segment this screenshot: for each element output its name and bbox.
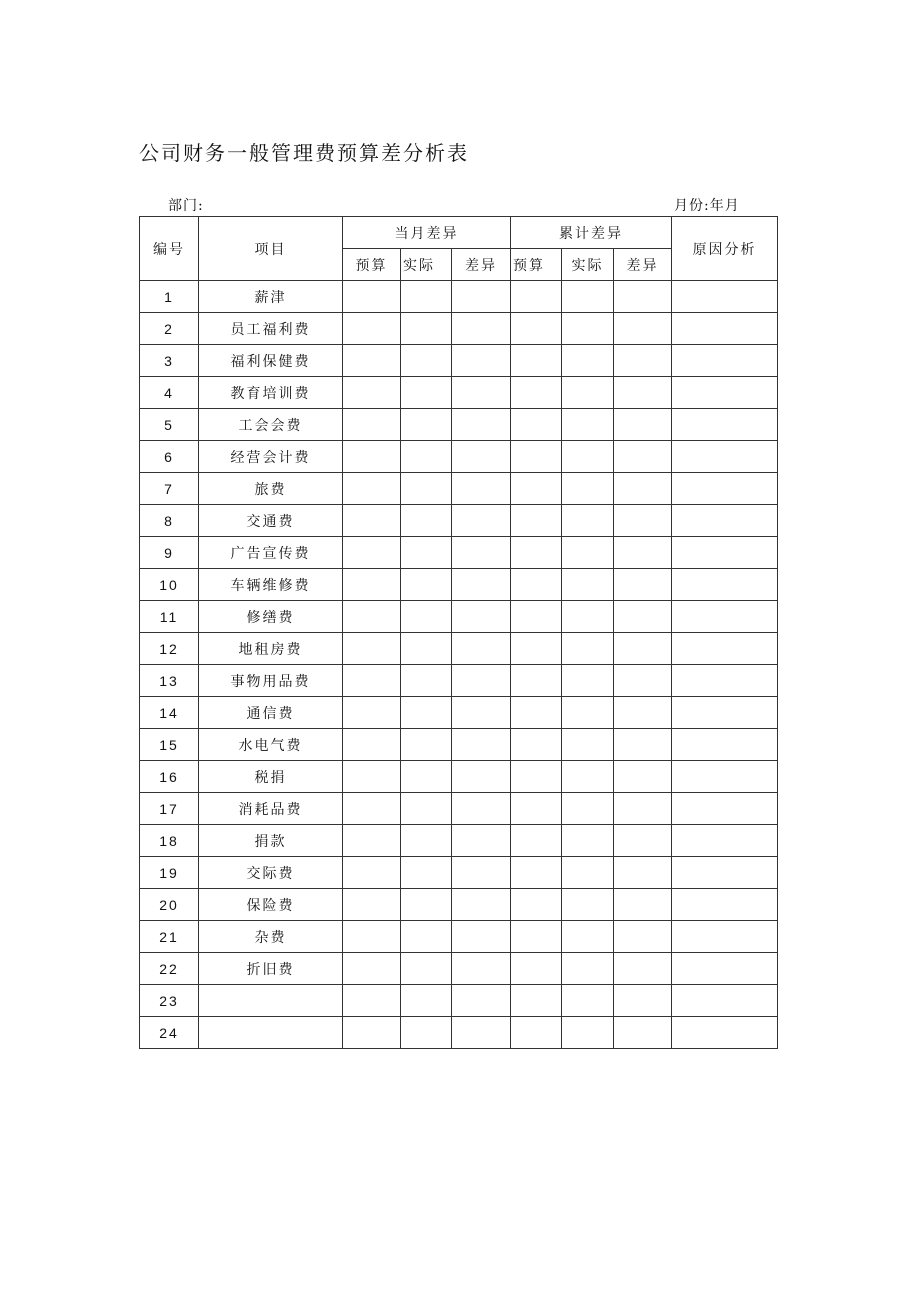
month-difference-cell[interactable] xyxy=(452,985,511,1017)
row-item-name: 交通费 xyxy=(199,505,343,537)
table-row xyxy=(140,985,778,1017)
row-number: 22 xyxy=(140,953,199,985)
table-row xyxy=(140,857,778,889)
table-row xyxy=(140,825,778,857)
cum-budget-cell[interactable] xyxy=(511,921,562,953)
cum-actual-cell[interactable] xyxy=(562,761,614,793)
month-difference-cell[interactable] xyxy=(452,601,511,633)
cum-actual-cell[interactable] xyxy=(562,825,614,857)
month-budget-cell[interactable] xyxy=(343,761,401,793)
reason-cell[interactable] xyxy=(672,281,778,313)
cum-difference-cell[interactable] xyxy=(614,825,672,857)
cum-budget-cell[interactable] xyxy=(511,505,562,537)
reason-cell[interactable] xyxy=(672,761,778,793)
cum-actual-cell[interactable] xyxy=(562,665,614,697)
cum-actual-cell[interactable] xyxy=(562,409,614,441)
row-item-name: 捐款 xyxy=(199,825,343,857)
table-row xyxy=(140,505,778,537)
cum-difference-cell[interactable] xyxy=(614,921,672,953)
month-difference-cell[interactable] xyxy=(452,505,511,537)
cum-actual-cell[interactable] xyxy=(562,281,614,313)
cum-difference-cell[interactable] xyxy=(614,409,672,441)
reason-cell[interactable] xyxy=(672,889,778,921)
row-number: 16 xyxy=(140,761,199,793)
month-difference-cell[interactable] xyxy=(452,953,511,985)
month-budget-cell[interactable] xyxy=(343,601,401,633)
month-actual-cell[interactable] xyxy=(401,1017,452,1049)
row-number: 11 xyxy=(140,601,199,633)
month-difference-cell[interactable] xyxy=(452,729,511,761)
reason-cell[interactable] xyxy=(672,665,778,697)
month-budget-cell[interactable] xyxy=(343,281,401,313)
cum-budget-cell[interactable] xyxy=(511,313,562,345)
row-item-name: 通信费 xyxy=(199,697,343,729)
row-item-name: 地租房费 xyxy=(199,633,343,665)
row-item-name xyxy=(199,985,343,1017)
month-budget-cell[interactable] xyxy=(343,569,401,601)
cum-budget-cell[interactable] xyxy=(511,537,562,569)
cum-actual-cell[interactable] xyxy=(562,441,614,473)
cum-budget-cell[interactable] xyxy=(511,665,562,697)
month-actual-cell[interactable] xyxy=(401,569,452,601)
month-actual-cell[interactable] xyxy=(401,793,452,825)
month-actual-cell[interactable] xyxy=(401,633,452,665)
cum-difference-cell[interactable] xyxy=(614,313,672,345)
reason-cell[interactable] xyxy=(672,793,778,825)
month-difference-cell[interactable] xyxy=(452,697,511,729)
month-budget-cell[interactable] xyxy=(343,889,401,921)
month-difference-cell[interactable] xyxy=(452,889,511,921)
cum-difference-cell[interactable] xyxy=(614,505,672,537)
table-row xyxy=(140,921,778,953)
row-item-name: 薪津 xyxy=(199,281,343,313)
reason-cell[interactable] xyxy=(672,633,778,665)
cum-budget-cell[interactable] xyxy=(511,473,562,505)
month-actual-cell[interactable] xyxy=(401,441,452,473)
month-difference-cell[interactable] xyxy=(452,377,511,409)
month-actual-cell[interactable] xyxy=(401,761,452,793)
reason-cell[interactable] xyxy=(672,601,778,633)
month-difference-cell[interactable] xyxy=(452,281,511,313)
reason-cell[interactable] xyxy=(672,377,778,409)
month-difference-cell[interactable] xyxy=(452,761,511,793)
cum-actual-cell[interactable] xyxy=(562,505,614,537)
row-number: 7 xyxy=(140,473,199,505)
month-budget-cell[interactable] xyxy=(343,953,401,985)
cum-actual-cell[interactable] xyxy=(562,537,614,569)
month-budget-cell[interactable] xyxy=(343,1017,401,1049)
header-cumulative-diff: 累计差异 xyxy=(511,217,672,249)
cum-budget-cell[interactable] xyxy=(511,281,562,313)
month-difference-cell[interactable] xyxy=(452,1017,511,1049)
month-actual-cell[interactable] xyxy=(401,921,452,953)
cum-budget-cell[interactable] xyxy=(511,793,562,825)
reason-cell[interactable] xyxy=(672,921,778,953)
row-item-name: 车辆维修费 xyxy=(199,569,343,601)
cum-actual-cell[interactable] xyxy=(562,953,614,985)
month-actual-cell[interactable] xyxy=(401,601,452,633)
row-number: 18 xyxy=(140,825,199,857)
month-actual-cell[interactable] xyxy=(401,377,452,409)
row-number: 8 xyxy=(140,505,199,537)
cum-budget-cell[interactable] xyxy=(511,697,562,729)
table-row xyxy=(140,441,778,473)
month-budget-cell[interactable] xyxy=(343,345,401,377)
cum-budget-cell[interactable] xyxy=(511,377,562,409)
table-row xyxy=(140,761,778,793)
row-item-name: 福利保健费 xyxy=(199,345,343,377)
row-number: 5 xyxy=(140,409,199,441)
cum-budget-cell[interactable] xyxy=(511,409,562,441)
row-item-name: 税捐 xyxy=(199,761,343,793)
reason-cell[interactable] xyxy=(672,505,778,537)
row-item-name: 修缮费 xyxy=(199,601,343,633)
cum-difference-cell[interactable] xyxy=(614,889,672,921)
cum-actual-cell[interactable] xyxy=(562,985,614,1017)
row-number: 9 xyxy=(140,537,199,569)
cum-difference-cell[interactable] xyxy=(614,1017,672,1049)
row-number: 24 xyxy=(140,1017,199,1049)
row-number: 6 xyxy=(140,441,199,473)
reason-cell[interactable] xyxy=(672,953,778,985)
month-budget-cell[interactable] xyxy=(343,313,401,345)
cum-actual-cell[interactable] xyxy=(562,313,614,345)
cum-budget-cell[interactable] xyxy=(511,825,562,857)
row-number: 2 xyxy=(140,313,199,345)
month-actual-cell[interactable] xyxy=(401,729,452,761)
header-cum-difference: 差异 xyxy=(614,249,672,281)
cum-actual-cell[interactable] xyxy=(562,889,614,921)
table-row xyxy=(140,377,778,409)
cum-difference-cell[interactable] xyxy=(614,441,672,473)
header-month-difference: 差异 xyxy=(452,249,511,281)
cum-actual-cell[interactable] xyxy=(562,697,614,729)
cum-budget-cell[interactable] xyxy=(511,889,562,921)
reason-cell[interactable] xyxy=(672,697,778,729)
month-actual-cell[interactable] xyxy=(401,665,452,697)
month-actual-cell[interactable] xyxy=(401,953,452,985)
table-row xyxy=(140,409,778,441)
cum-difference-cell[interactable] xyxy=(614,985,672,1017)
row-number: 10 xyxy=(140,569,199,601)
row-number: 1 xyxy=(140,281,199,313)
table-row xyxy=(140,665,778,697)
cum-difference-cell[interactable] xyxy=(614,281,672,313)
reason-cell[interactable] xyxy=(672,345,778,377)
month-budget-cell[interactable] xyxy=(343,697,401,729)
header-item: 项目 xyxy=(199,217,343,281)
cum-difference-cell[interactable] xyxy=(614,345,672,377)
month-budget-cell[interactable] xyxy=(343,857,401,889)
month-budget-cell[interactable] xyxy=(343,409,401,441)
row-number: 21 xyxy=(140,921,199,953)
header-month-budget: 预算 xyxy=(343,249,401,281)
row-item-name xyxy=(199,1017,343,1049)
month-difference-cell[interactable] xyxy=(452,633,511,665)
table-row xyxy=(140,1017,778,1049)
cum-difference-cell[interactable] xyxy=(614,473,672,505)
reason-cell[interactable] xyxy=(672,473,778,505)
month-difference-cell[interactable] xyxy=(452,537,511,569)
row-number: 13 xyxy=(140,665,199,697)
reason-cell[interactable] xyxy=(672,729,778,761)
month-actual-cell[interactable] xyxy=(401,825,452,857)
cum-difference-cell[interactable] xyxy=(614,729,672,761)
cum-budget-cell[interactable] xyxy=(511,761,562,793)
cum-actual-cell[interactable] xyxy=(562,1017,614,1049)
table-row xyxy=(140,793,778,825)
row-number: 19 xyxy=(140,857,199,889)
month-budget-cell[interactable] xyxy=(343,665,401,697)
month-difference-cell[interactable] xyxy=(452,409,511,441)
row-item-name: 广告宣传费 xyxy=(199,537,343,569)
cum-actual-cell[interactable] xyxy=(562,601,614,633)
header-reason: 原因分析 xyxy=(672,217,778,281)
table-row xyxy=(140,633,778,665)
table-row xyxy=(140,537,778,569)
table-row xyxy=(140,569,778,601)
month-budget-cell[interactable] xyxy=(343,377,401,409)
row-number: 3 xyxy=(140,345,199,377)
header-cum-budget: 预算 xyxy=(511,249,562,281)
month-budget-cell[interactable] xyxy=(343,793,401,825)
table-row xyxy=(140,473,778,505)
month-difference-cell[interactable] xyxy=(452,793,511,825)
month-actual-cell[interactable] xyxy=(401,473,452,505)
row-number: 23 xyxy=(140,985,199,1017)
row-item-name: 折旧费 xyxy=(199,953,343,985)
cum-difference-cell[interactable] xyxy=(614,601,672,633)
row-item-name: 保险费 xyxy=(199,889,343,921)
cum-actual-cell[interactable] xyxy=(562,345,614,377)
cum-budget-cell[interactable] xyxy=(511,729,562,761)
month-difference-cell[interactable] xyxy=(452,473,511,505)
month-budget-cell[interactable] xyxy=(343,505,401,537)
cum-budget-cell[interactable] xyxy=(511,569,562,601)
cum-budget-cell[interactable] xyxy=(511,857,562,889)
row-item-name: 交际费 xyxy=(199,857,343,889)
cum-budget-cell[interactable] xyxy=(511,985,562,1017)
row-number: 20 xyxy=(140,889,199,921)
reason-cell[interactable] xyxy=(672,857,778,889)
reason-cell[interactable] xyxy=(672,1017,778,1049)
cum-difference-cell[interactable] xyxy=(614,537,672,569)
cum-budget-cell[interactable] xyxy=(511,633,562,665)
cum-difference-cell[interactable] xyxy=(614,761,672,793)
month-difference-cell[interactable] xyxy=(452,313,511,345)
cum-actual-cell[interactable] xyxy=(562,569,614,601)
reason-cell[interactable] xyxy=(672,825,778,857)
month-actual-cell[interactable] xyxy=(401,985,452,1017)
cum-budget-cell[interactable] xyxy=(511,441,562,473)
month-actual-cell[interactable] xyxy=(401,857,452,889)
reason-cell[interactable] xyxy=(672,409,778,441)
cum-budget-cell[interactable] xyxy=(511,345,562,377)
month-actual-cell[interactable] xyxy=(401,313,452,345)
month-budget-cell[interactable] xyxy=(343,825,401,857)
month-difference-cell[interactable] xyxy=(452,921,511,953)
table-row xyxy=(140,345,778,377)
month-budget-cell[interactable] xyxy=(343,633,401,665)
month-actual-cell[interactable] xyxy=(401,889,452,921)
cum-difference-cell[interactable] xyxy=(614,569,672,601)
reason-cell[interactable] xyxy=(672,985,778,1017)
month-difference-cell[interactable] xyxy=(452,665,511,697)
row-number: 14 xyxy=(140,697,199,729)
cum-actual-cell[interactable] xyxy=(562,377,614,409)
table-row xyxy=(140,313,778,345)
page-title: 公司财务一般管理费预算差分析表 xyxy=(139,141,469,165)
month-difference-cell[interactable] xyxy=(452,569,511,601)
row-item-name: 教育培训费 xyxy=(199,377,343,409)
header-month-actual: 实际 xyxy=(401,249,452,281)
cum-difference-cell[interactable] xyxy=(614,377,672,409)
month-budget-cell[interactable] xyxy=(343,921,401,953)
row-number: 4 xyxy=(140,377,199,409)
month-actual-cell[interactable] xyxy=(401,505,452,537)
cum-difference-cell[interactable] xyxy=(614,793,672,825)
row-item-name: 工会会费 xyxy=(199,409,343,441)
reason-cell[interactable] xyxy=(672,441,778,473)
cum-budget-cell[interactable] xyxy=(511,601,562,633)
header-current-month-diff: 当月差异 xyxy=(343,217,511,249)
header-cum-actual: 实际 xyxy=(562,249,614,281)
cum-difference-cell[interactable] xyxy=(614,953,672,985)
row-item-name: 杂费 xyxy=(199,921,343,953)
row-number: 12 xyxy=(140,633,199,665)
row-item-name: 旅费 xyxy=(199,473,343,505)
reason-cell[interactable] xyxy=(672,569,778,601)
table-row xyxy=(140,601,778,633)
row-item-name: 经营会计费 xyxy=(199,441,343,473)
table-row xyxy=(140,281,778,313)
cum-difference-cell[interactable] xyxy=(614,857,672,889)
month-budget-cell[interactable] xyxy=(343,985,401,1017)
month-actual-cell[interactable] xyxy=(401,697,452,729)
row-item-name: 员工福利费 xyxy=(199,313,343,345)
row-item-name: 消耗品费 xyxy=(199,793,343,825)
department-label: 部门: xyxy=(168,198,204,214)
cum-actual-cell[interactable] xyxy=(562,857,614,889)
row-item-name: 水电气费 xyxy=(199,729,343,761)
cum-difference-cell[interactable] xyxy=(614,697,672,729)
cum-difference-cell[interactable] xyxy=(614,633,672,665)
month-difference-cell[interactable] xyxy=(452,441,511,473)
month-difference-cell[interactable] xyxy=(452,825,511,857)
cum-actual-cell[interactable] xyxy=(562,729,614,761)
budget-variance-table xyxy=(139,216,778,1049)
cum-budget-cell[interactable] xyxy=(511,1017,562,1049)
month-actual-cell[interactable] xyxy=(401,345,452,377)
table-row xyxy=(140,953,778,985)
month-label: 月份:年月 xyxy=(674,198,740,214)
cum-difference-cell[interactable] xyxy=(614,665,672,697)
cum-actual-cell[interactable] xyxy=(562,473,614,505)
row-item-name: 事物用品费 xyxy=(199,665,343,697)
table-row xyxy=(140,697,778,729)
month-difference-cell[interactable] xyxy=(452,857,511,889)
cum-budget-cell[interactable] xyxy=(511,953,562,985)
reason-cell[interactable] xyxy=(672,313,778,345)
cum-actual-cell[interactable] xyxy=(562,633,614,665)
header-number: 编号 xyxy=(140,217,199,281)
month-budget-cell[interactable] xyxy=(343,537,401,569)
month-actual-cell[interactable] xyxy=(401,409,452,441)
row-number: 17 xyxy=(140,793,199,825)
month-budget-cell[interactable] xyxy=(343,729,401,761)
cum-actual-cell[interactable] xyxy=(562,921,614,953)
header-row-1 xyxy=(140,217,778,249)
month-actual-cell[interactable] xyxy=(401,281,452,313)
month-difference-cell[interactable] xyxy=(452,345,511,377)
reason-cell[interactable] xyxy=(672,537,778,569)
month-budget-cell[interactable] xyxy=(343,441,401,473)
month-actual-cell[interactable] xyxy=(401,537,452,569)
month-budget-cell[interactable] xyxy=(343,473,401,505)
table-row xyxy=(140,729,778,761)
table-row xyxy=(140,889,778,921)
cum-actual-cell[interactable] xyxy=(562,793,614,825)
row-number: 15 xyxy=(140,729,199,761)
